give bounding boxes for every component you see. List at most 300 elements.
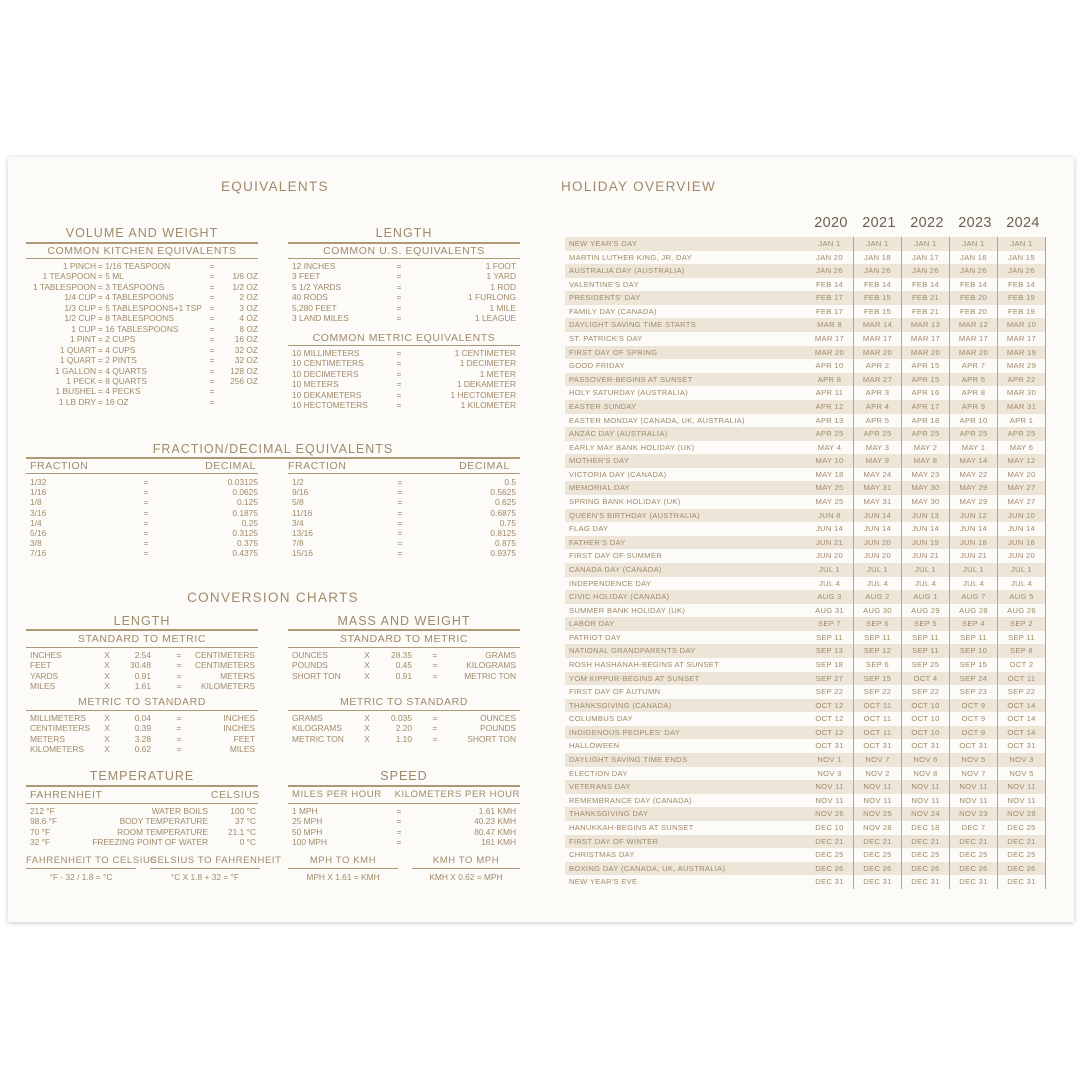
holiday-date: FEB 19: [998, 291, 1045, 305]
holiday-row: [565, 848, 1039, 862]
table-cell: =: [396, 271, 402, 282]
holiday-date: SEP 22: [1007, 687, 1036, 697]
holiday-name: VICTORIA DAY (CANADA): [569, 469, 667, 479]
table-cell: =: [209, 386, 215, 397]
holiday-date: JUL 1: [902, 563, 949, 577]
holiday-date: NOV 7: [854, 753, 901, 767]
holiday-date: DEC 21: [854, 835, 901, 849]
holiday-date: DEC 7: [961, 822, 986, 832]
holiday-row: [565, 767, 1039, 781]
column-divider: [901, 237, 902, 889]
holiday-date: JUL 1: [854, 563, 901, 577]
holiday-date: OCT 11: [854, 699, 901, 713]
holiday-name: HALLOWEEN: [569, 741, 620, 751]
table-cell: =: [397, 487, 403, 498]
holiday-row: [565, 332, 1039, 346]
holiday-date: MAY 29: [959, 497, 988, 507]
holiday-date: DEC 25: [863, 850, 892, 860]
table-cell: X: [364, 660, 370, 671]
holiday-date: NOV 24: [902, 807, 949, 821]
holiday-date: MAR 17: [910, 334, 941, 344]
table-cell: =: [176, 713, 182, 723]
holiday-date: SEP 2: [998, 617, 1045, 631]
table-cell: 1/32: [30, 477, 47, 487]
table-cell: =: [396, 261, 402, 271]
fahrenheit-to-celsius-formula: °F - 32 / 1.8 = °C: [49, 872, 113, 882]
holiday-name: FIRST DAY OF AUTUMN: [569, 687, 661, 697]
kmh-to-mph-formula: KMH X 0.62 = MPH: [429, 872, 503, 882]
holiday-date: SEP 11: [1008, 632, 1035, 642]
holiday-row: [565, 862, 1039, 876]
table-cell: 1 QUART: [59, 355, 96, 366]
holiday-date: JAN 26: [950, 264, 997, 278]
celsius-to-fahrenheit-title: CELSIUS TO FAHRENHEIT: [150, 855, 282, 866]
table-cell: 5/16: [30, 528, 47, 538]
holiday-date: FEB 21: [902, 291, 949, 305]
table-cell: =: [209, 355, 215, 366]
holiday-date: APR 22: [998, 373, 1045, 387]
table-cell: 0.5625: [490, 487, 516, 498]
holiday-date: SEP 24: [950, 672, 997, 686]
holiday-date: MAR 19: [998, 346, 1045, 360]
holiday-name: HOLY SATURDAY (AUSTRALIA): [569, 388, 689, 398]
holiday-name: EASTER SUNDAY: [565, 400, 806, 414]
table-cell: 0.5: [504, 477, 516, 487]
table-cell: INCHES: [223, 713, 255, 723]
holiday-date: NOV 25: [854, 807, 901, 821]
holiday-date: NOV 5: [950, 753, 997, 767]
holiday-name: DAYLIGHT SAVING TIME STARTS: [565, 318, 806, 332]
holiday-row: [565, 386, 1039, 400]
year-header: 2022: [910, 215, 944, 231]
divider: [412, 868, 520, 869]
holiday-name: THANKSGIVING DAY: [565, 807, 806, 821]
holiday-date: MAR 8: [806, 318, 853, 332]
table-cell: = 5 TABLESPOONS+1 TSP: [98, 302, 202, 313]
table-cell: 98.6 °F: [30, 816, 58, 827]
holiday-date: MAR 17: [958, 334, 989, 344]
holiday-name: INDIGENOUS PEOPLES' DAY: [565, 726, 806, 740]
holiday-date: AUG 30: [863, 605, 892, 615]
holiday-date: OCT 10: [902, 726, 949, 740]
holiday-date: JUN 14: [1007, 524, 1036, 534]
holiday-row: [565, 522, 1039, 536]
table-cell: MILES: [30, 681, 56, 692]
holiday-name: EARLY MAY BANK HOLIDAY (UK): [569, 442, 695, 452]
holiday-date: APR 15: [911, 361, 940, 371]
table-cell: =: [176, 733, 182, 744]
table-cell: 10 DECIMETERS: [292, 368, 359, 379]
table-cell: 3.28: [134, 733, 151, 744]
holiday-date: OCT 14: [998, 726, 1045, 740]
holiday-date: DEC 31: [911, 877, 940, 887]
holiday-date: MAY 29: [950, 481, 997, 495]
holiday-date: JAN 18: [864, 252, 891, 262]
holiday-date: NOV 3: [998, 753, 1045, 767]
holiday-row: [565, 509, 1039, 523]
table-cell: =: [397, 507, 403, 518]
holiday-date: OCT 31: [863, 741, 892, 751]
table-cell: =: [396, 368, 402, 379]
table-cell: 10 METERS: [292, 379, 339, 390]
holiday-date: SEP 11: [960, 632, 987, 642]
holiday-name: CHRISTMAS DAY: [569, 850, 635, 860]
divider: [26, 473, 258, 474]
holiday-row: [565, 237, 1039, 251]
table-cell: 10 HECTOMETERS: [292, 400, 368, 411]
holiday-date: APR 1: [1009, 415, 1034, 425]
divider: [288, 629, 520, 631]
holiday-date: NOV 7: [961, 768, 986, 778]
table-cell: =: [209, 344, 215, 355]
holiday-date: APR 3: [865, 388, 890, 398]
holiday-date: FEB 20: [959, 306, 988, 316]
length-metric-to-standard-subtitle: METRIC TO STANDARD: [77, 696, 207, 708]
table-cell: 30.48: [130, 660, 151, 671]
holiday-date: JUN 16: [998, 536, 1045, 550]
table-cell: 10 CENTIMETERS: [292, 358, 364, 369]
holiday-date: AUG 29: [911, 605, 940, 615]
table-cell: =: [143, 497, 149, 508]
holiday-row: [565, 318, 1039, 332]
holiday-date: OCT 31: [1007, 741, 1036, 751]
table-cell: =: [396, 313, 402, 324]
table-cell: 1 QUART: [59, 344, 96, 355]
holiday-date: OCT 10: [902, 699, 949, 713]
table-cell: =: [209, 302, 215, 313]
holiday-name: SPRING BANK HOLIDAY (UK): [569, 497, 681, 507]
holiday-date: JUL 4: [818, 578, 841, 588]
holiday-date: JUN 13: [902, 509, 949, 523]
table-cell: 13/16: [292, 528, 313, 538]
holiday-date: MAR 30: [1006, 388, 1037, 398]
holiday-date: JUN 14: [959, 524, 988, 534]
table-cell: 10 MILLIMETERS: [292, 348, 360, 358]
table-cell: 1 TABLESPOON: [33, 281, 96, 292]
holiday-row: [565, 536, 1039, 550]
table-cell: = 4 QUARTS: [98, 365, 147, 376]
holiday-date: MAR 20: [902, 346, 949, 360]
holiday-name: MOTHER'S DAY: [565, 454, 806, 468]
holiday-date: NOV 26: [806, 807, 853, 821]
divider: [150, 868, 260, 869]
holiday-date: NOV 11: [998, 780, 1045, 794]
holiday-date: JUN 21: [911, 551, 940, 561]
holiday-date: OCT 2: [1009, 659, 1034, 669]
table-cell: 0.91: [395, 670, 412, 681]
holiday-date: MAY 2: [913, 442, 938, 452]
holiday-row: [565, 590, 1039, 604]
holiday-row: [565, 726, 1039, 740]
holiday-date: JUN 14: [815, 524, 844, 534]
holiday-date: NOV 11: [902, 780, 949, 794]
holiday-date: SEP 18: [815, 659, 844, 669]
divider: [26, 803, 258, 804]
holiday-name: AUSTRALIA DAY (AUSTRALIA): [565, 264, 806, 278]
table-cell: 212 °F: [30, 806, 55, 816]
table-cell: 0.0625: [232, 487, 258, 498]
holiday-date: JAN 1: [902, 237, 949, 251]
holiday-date: JUL 4: [1010, 578, 1033, 588]
holiday-name: NEW YEAR'S EVE: [569, 877, 638, 887]
holiday-row: [565, 495, 1039, 509]
celsius-to-fahrenheit-formula: °C X 1.8 + 32 = °F: [170, 872, 240, 882]
holiday-date: DEC 21: [998, 835, 1045, 849]
table-cell: INCHES: [223, 723, 255, 734]
holiday-date: JAN 26: [806, 264, 853, 278]
holiday-date: APR 12: [806, 400, 853, 414]
holiday-date: NOV 11: [854, 780, 901, 794]
holiday-row: [565, 468, 1039, 482]
holiday-date: SEP 23: [959, 687, 988, 697]
table-cell: =: [209, 396, 215, 407]
divider: [288, 345, 520, 346]
holiday-date: MAY 27: [998, 481, 1045, 495]
holiday-row: [565, 481, 1039, 495]
table-cell: X: [364, 650, 370, 660]
holiday-name: EASTER MONDAY (CANADA, UK, AUSTRALIA): [569, 415, 745, 425]
divider: [288, 473, 520, 474]
holiday-date: SEP 11: [912, 632, 939, 642]
table-cell: 5,280 FEET: [292, 302, 337, 313]
table-cell: 10 DEKAMETERS: [292, 389, 362, 400]
holiday-name: ROSH HASHANAH-BEGINS AT SUNSET: [569, 659, 720, 669]
holiday-date: MAY 12: [998, 454, 1045, 468]
holiday-date: MAY 20: [1007, 469, 1036, 479]
kmh-to-mph-title: KMH TO MPH: [432, 855, 500, 866]
holiday-date: JUN 14: [854, 509, 901, 523]
table-cell: 0.1875: [232, 507, 258, 518]
holiday-date: SEP 22: [863, 687, 892, 697]
holiday-date: MAR 27: [854, 373, 901, 387]
table-cell: 1/4: [30, 517, 42, 528]
holiday-date: DEC 25: [959, 850, 988, 860]
table-cell: 1/3 CUP: [64, 302, 96, 313]
holiday-date: NOV 1: [806, 753, 853, 767]
holiday-row: [565, 346, 1039, 360]
table-cell: =: [209, 313, 215, 324]
holiday-date: OCT 4: [902, 672, 949, 686]
holiday-name: YOM KIPPUR-BEGINS AT SUNSET: [565, 672, 806, 686]
holiday-row: [565, 604, 1039, 618]
table-cell: 2.54: [134, 650, 151, 660]
holiday-row: [565, 644, 1039, 658]
holiday-row: [565, 441, 1039, 455]
table-cell: 3 OZ: [239, 302, 258, 313]
table-cell: 0.3125: [232, 528, 258, 538]
table-cell: FREEZING POINT OF WATER: [92, 837, 208, 848]
volume-weight-title: VOLUME AND WEIGHT: [65, 226, 219, 240]
holiday-name: PATRIOT DAY: [569, 632, 622, 642]
holiday-date: DEC 26: [854, 862, 901, 876]
table-cell: SHORT TON: [467, 733, 516, 744]
table-cell: 0.8125: [490, 528, 516, 538]
table-cell: GRAMS: [292, 713, 323, 723]
table-cell: POUNDS: [292, 660, 328, 671]
holiday-date: SEP 22: [911, 687, 940, 697]
holiday-date: FEB 17: [815, 306, 844, 316]
holiday-date: MAR 20: [854, 346, 901, 360]
holiday-date: MAR 17: [862, 334, 893, 344]
holiday-name: FIRST DAY OF WINTER: [565, 835, 806, 849]
table-cell: =: [432, 650, 438, 660]
holiday-date: MAY 18: [815, 469, 844, 479]
table-cell: 32 °F: [30, 837, 51, 848]
holiday-name: FIRST DAY OF SUMMER: [569, 551, 663, 561]
holiday-date: NOV 5: [1009, 768, 1034, 778]
divider: [26, 258, 258, 259]
holiday-row: [565, 359, 1039, 373]
holiday-date: DEC 31: [959, 877, 988, 887]
table-cell: 3 FEET: [292, 271, 321, 282]
holiday-date: JUN 20: [854, 536, 901, 550]
table-cell: 1 CUP: [71, 323, 96, 334]
holiday-row: [565, 631, 1039, 645]
table-cell: =: [176, 681, 182, 692]
table-cell: =: [209, 281, 215, 292]
table-cell: 1 PINT: [69, 334, 96, 345]
holiday-row: [565, 563, 1039, 577]
column-divider: [1045, 237, 1046, 889]
holiday-date: MAY 14: [950, 454, 997, 468]
holiday-name: FATHER'S DAY: [565, 536, 806, 550]
holiday-name: DAYLIGHT SAVING TIME ENDS: [565, 753, 806, 767]
holiday-date: APR 25: [902, 427, 949, 441]
holiday-date: JUN 12: [950, 509, 997, 523]
year-header: 2021: [862, 215, 896, 231]
holiday-row: [565, 739, 1039, 753]
holiday-date: DEC 25: [911, 850, 940, 860]
holiday-date: JUN 19: [902, 536, 949, 550]
holiday-name: MEMORIAL DAY: [565, 481, 806, 495]
year-header: 2023: [958, 215, 992, 231]
holiday-date: SEP 11: [816, 632, 843, 642]
table-cell: =: [143, 517, 149, 528]
length-standard-to-metric-subtitle: STANDARD TO METRIC: [77, 633, 207, 645]
table-cell: X: [104, 681, 110, 692]
us-equivalents-subtitle: COMMON U.S. EQUIVALENTS: [323, 245, 485, 257]
holiday-date: AUG 31: [815, 605, 844, 615]
table-cell: =: [432, 733, 438, 744]
holiday-date: JUN 20: [863, 551, 892, 561]
holiday-date: JUL 1: [806, 563, 853, 577]
holiday-date: OCT 31: [911, 741, 940, 751]
holiday-name: THANKSGIVING (CANADA): [565, 699, 806, 713]
holiday-date: APR 18: [911, 415, 940, 425]
holiday-date: FEB 14: [815, 279, 844, 289]
holiday-row: [565, 264, 1039, 278]
decimal-column-header: DECIMAL: [205, 460, 256, 472]
table-cell: =: [397, 477, 403, 487]
year-header: 2024: [1006, 215, 1040, 231]
table-cell: =: [432, 660, 438, 671]
holiday-date: FEB 15: [854, 291, 901, 305]
holiday-date: NOV 11: [911, 795, 940, 805]
table-cell: =: [209, 365, 215, 376]
table-cell: 5/8: [292, 497, 304, 508]
holiday-date: NOV 28: [998, 807, 1045, 821]
table-cell: 28.35: [391, 650, 412, 660]
table-cell: 1 CENTIMETER: [454, 348, 516, 358]
table-cell: METRIC TON: [464, 670, 516, 681]
divider: [26, 629, 258, 631]
table-cell: = 8 TABLESPOONS: [98, 313, 174, 324]
holiday-name: NATIONAL GRANDPARENTS DAY: [565, 644, 806, 658]
holiday-row: [565, 291, 1039, 305]
table-cell: 12 INCHES: [292, 261, 336, 271]
table-cell: CENTIMETERS: [194, 660, 255, 671]
table-cell: =: [432, 670, 438, 681]
holiday-date: OCT 31: [815, 741, 844, 751]
holiday-date: APR 11: [815, 388, 844, 398]
divider: [288, 785, 520, 787]
holiday-date: NOV 23: [950, 807, 997, 821]
table-cell: 0.25: [241, 517, 258, 528]
table-cell: = 4 PECKS: [98, 386, 141, 397]
holiday-date: OCT 11: [998, 672, 1045, 686]
holiday-date: JAN 20: [816, 252, 843, 262]
holiday-date: NOV 11: [959, 795, 988, 805]
holiday-date: FEB 14: [911, 279, 940, 289]
table-cell: KILOMETERS: [30, 744, 84, 755]
holiday-date: DEC 31: [863, 877, 892, 887]
holiday-date: SEP 15: [854, 672, 901, 686]
holiday-date: JAN 1: [854, 237, 901, 251]
table-cell: =: [396, 348, 402, 358]
holiday-date: JUN 20: [1007, 551, 1036, 561]
table-cell: =: [432, 713, 438, 723]
table-cell: =: [176, 723, 182, 734]
holiday-date: APR 5: [865, 415, 890, 425]
table-cell: 0.4375: [232, 548, 258, 559]
holiday-date: OCT 12: [806, 699, 853, 713]
holiday-date: NOV 11: [815, 795, 844, 805]
holiday-date: JAN 26: [902, 264, 949, 278]
table-cell: 0.91: [134, 670, 151, 681]
table-cell: 11/16: [292, 507, 313, 518]
table-cell: 21.1 °C: [227, 826, 256, 837]
table-cell: 2 OZ: [239, 292, 258, 303]
divider: [288, 242, 520, 244]
table-cell: =: [396, 292, 402, 303]
table-cell: 0.625: [495, 497, 516, 508]
holiday-date: OCT 11: [854, 726, 901, 740]
table-cell: 1 KILOMETER: [460, 400, 516, 411]
holiday-row: [565, 617, 1039, 631]
holiday-row: [565, 712, 1039, 726]
holiday-date: MAY 25: [806, 481, 853, 495]
table-cell: FEET: [233, 733, 255, 744]
table-cell: MILLIMETERS: [30, 713, 86, 723]
divider: [288, 803, 520, 804]
table-cell: 1/2 OZ: [232, 281, 258, 292]
table-cell: 1.61: [134, 681, 151, 692]
table-cell: 0.375: [237, 538, 258, 549]
table-cell: 1 PECK: [66, 375, 96, 386]
table-cell: KILOGRAMS: [292, 723, 342, 734]
table-cell: 1 ROD: [490, 281, 516, 292]
table-cell: 3/8: [30, 538, 42, 549]
table-cell: = 5 ML: [98, 271, 124, 282]
holiday-date: JAN 1: [950, 237, 997, 251]
table-cell: = 3 TEASPOONS: [98, 281, 165, 292]
holiday-row: [565, 305, 1039, 319]
table-cell: =: [209, 271, 215, 282]
holiday-date: MAR 12: [950, 318, 997, 332]
holiday-date: APR 5: [950, 373, 997, 387]
holiday-date: SEP 6: [854, 617, 901, 631]
holiday-row: [565, 278, 1039, 292]
